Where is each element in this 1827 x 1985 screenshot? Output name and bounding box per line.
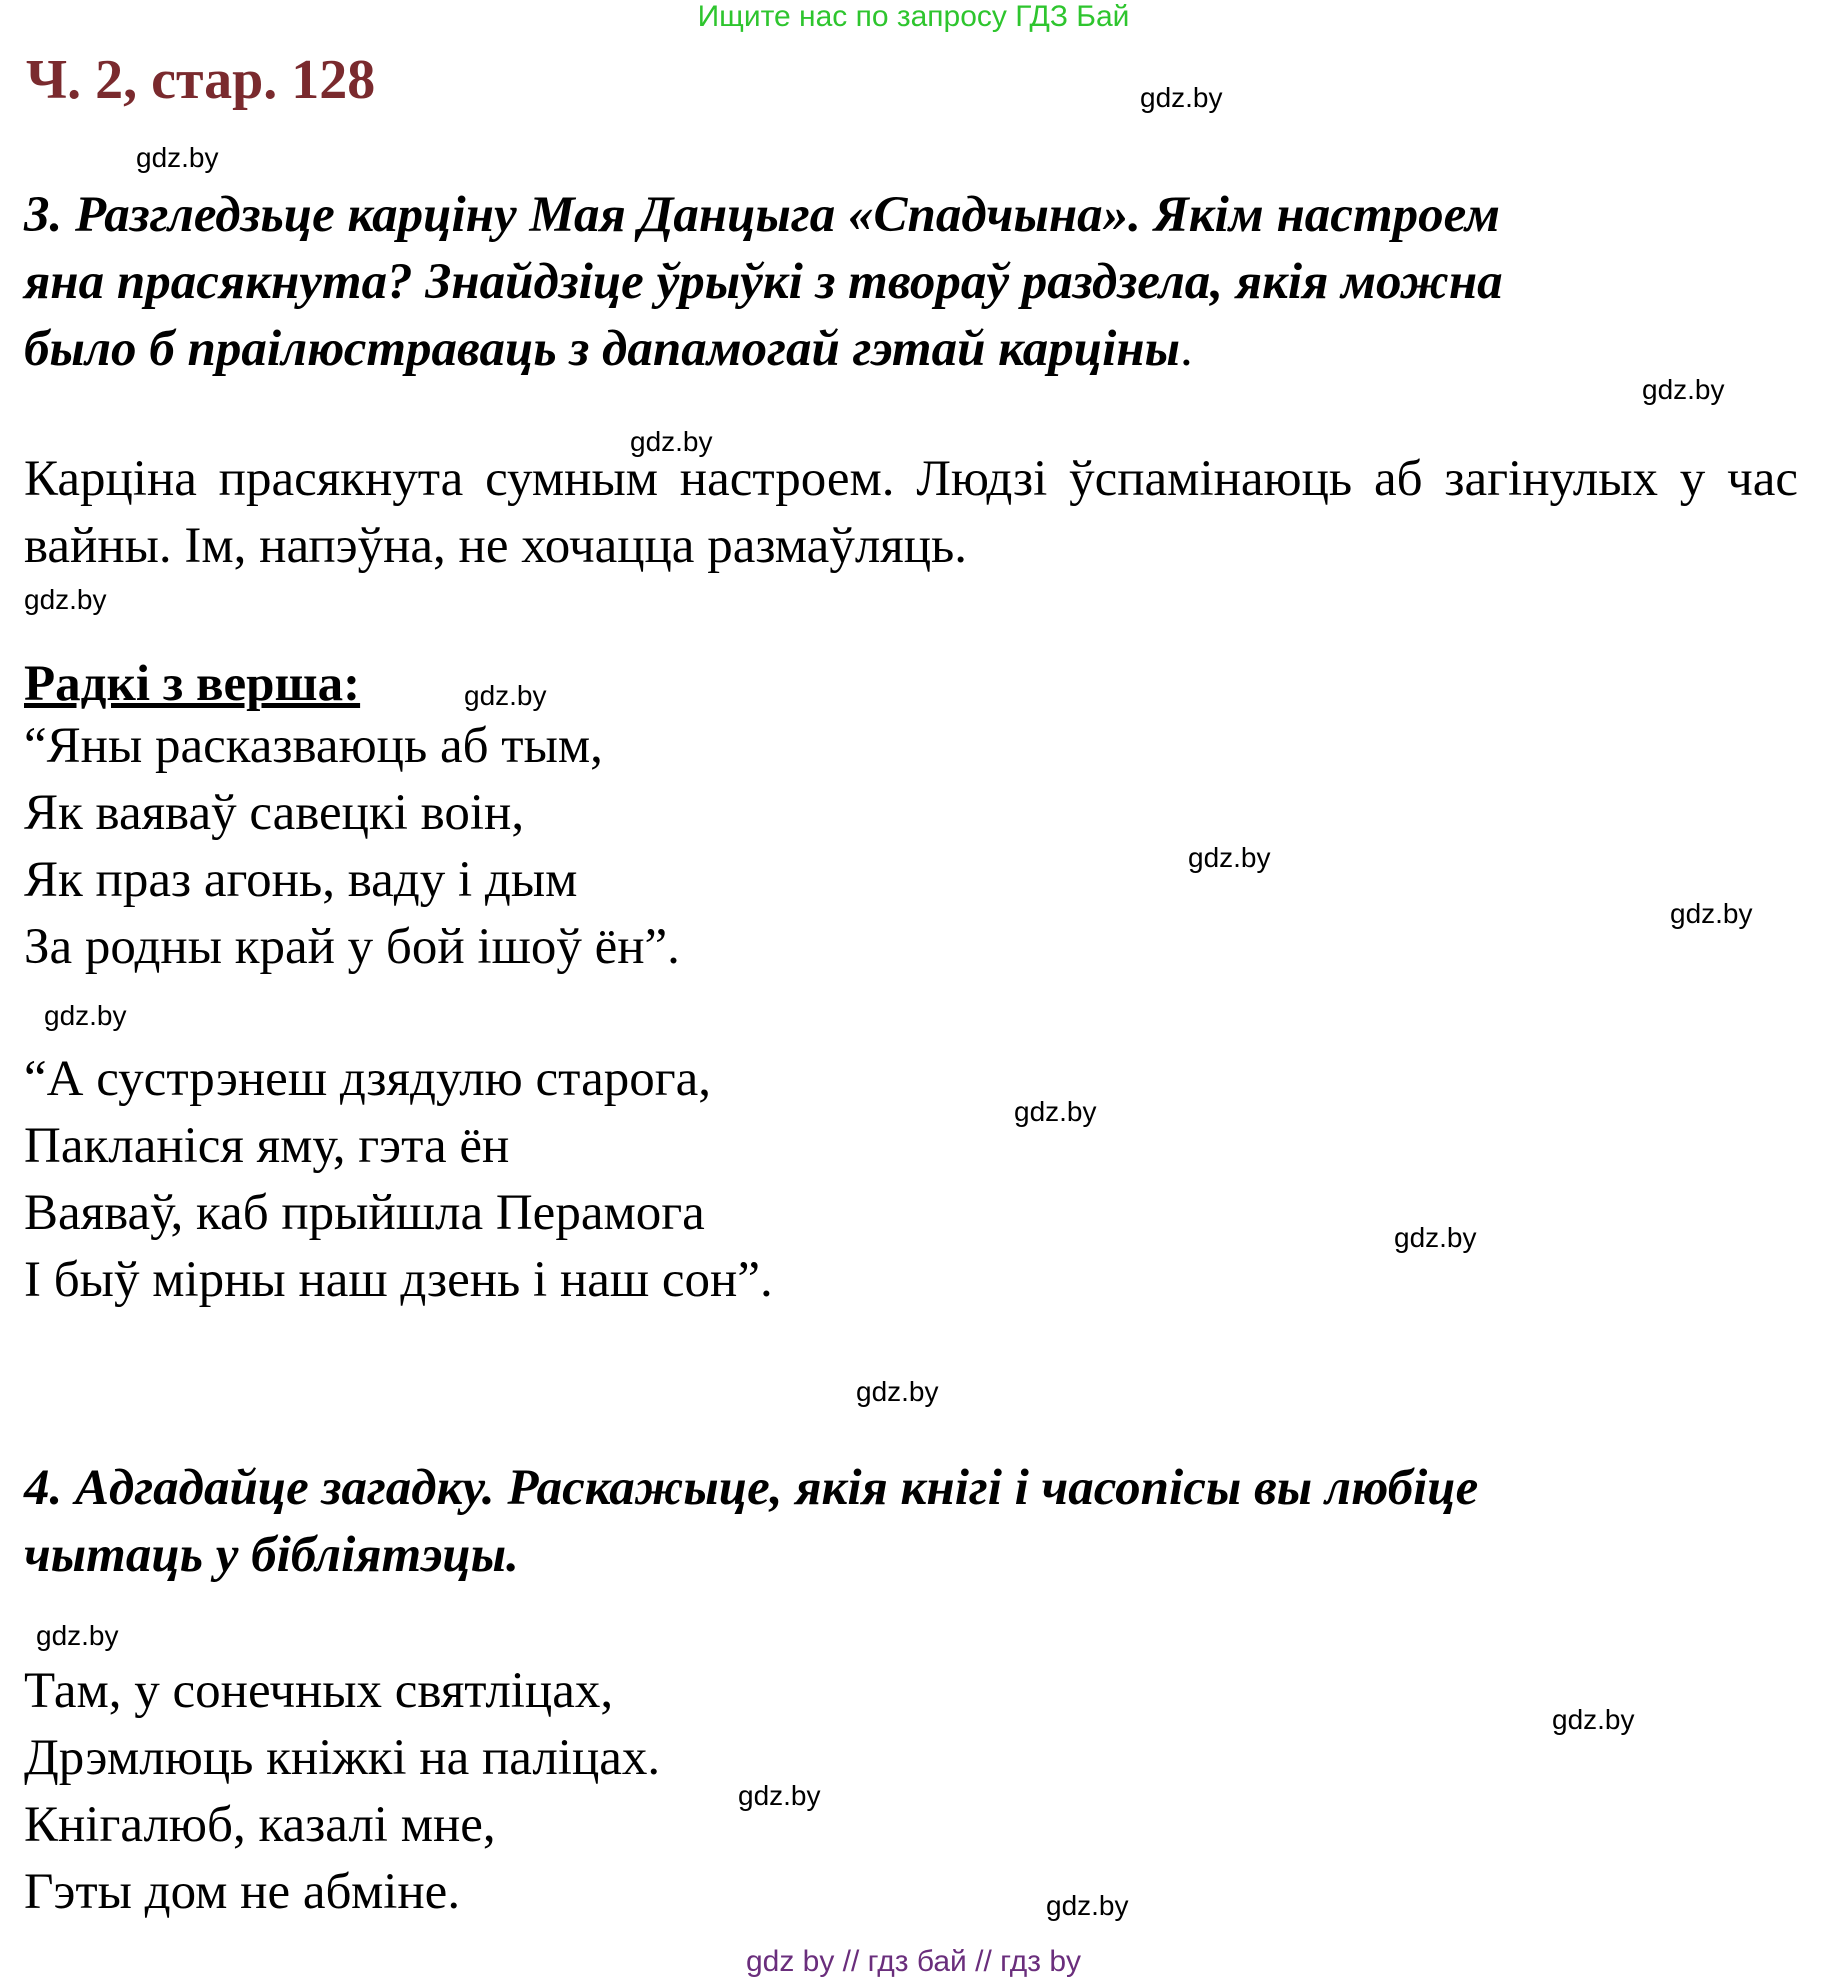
watermark: gdz.by	[464, 680, 547, 711]
task-3-line-3-period: .	[1180, 321, 1193, 377]
task-3-line-2: яна прасякнута? Знайдзіце ўрыўкі з твораў раздзела, якія можна	[24, 254, 1503, 310]
watermark: gdz.by	[856, 1376, 939, 1407]
watermark: gdz.by	[1394, 1222, 1477, 1253]
watermark: gdz.by	[136, 142, 219, 173]
answer-text: Карціна прасякнута сумным настроем. Людзі ўспамінаюць аб загінулых у час вайны. Ім, напэўна, не хочацца размаўляць.	[24, 451, 1798, 574]
task-3-answer	[24, 446, 1798, 580]
verse-line: Як ваяваў савецкі воін,	[24, 785, 525, 841]
watermark: gdz.by	[1188, 842, 1271, 873]
task-3-line-3	[24, 316, 1798, 383]
task-3-line-3-text: было б праілюстраваць з дапамогай гэтай карціны	[24, 321, 1180, 377]
verse-line: “А сустрэнеш дзядулю старога,	[24, 1051, 712, 1107]
task-4-line-1: 4. Адгадайце загадку. Раскажыце, якія кнігі і часопісы вы любіце	[24, 1460, 1479, 1516]
watermark: gdz.by	[1046, 1890, 1129, 1921]
watermark: gdz.by	[1140, 82, 1223, 113]
page-heading: Ч. 2, стар. 128	[26, 49, 376, 111]
task-3-line-1: 3. Разгледзьце карціну Мая Данцыга «Спадчына». Якім настроем	[24, 187, 1500, 243]
verse-line: І быў мірны наш дзень і наш сон”.	[24, 1252, 773, 1308]
verse-line: Як праз агонь, ваду і дым	[24, 852, 578, 908]
watermark: gdz.by	[1670, 898, 1753, 929]
verse-line: За родны край у бой ішоў ён”.	[24, 919, 680, 975]
riddle-line: Кнігалюб, казалі мне,	[24, 1797, 496, 1853]
verse-line: “Яны расказваюць аб тым,	[24, 718, 603, 774]
footer-links[interactable]: gdz by // гдз бай // гдз by	[745, 1945, 1082, 1978]
verse-stanza-2	[24, 1046, 773, 1314]
top-search-link[interactable]: Ищите нас по запросу ГДЗ Бай	[697, 0, 1130, 33]
riddle-line: Там, у сонечных святліцах,	[24, 1663, 614, 1719]
riddle-line: Гэты дом не абміне.	[24, 1864, 461, 1920]
task-4-question	[24, 1455, 1798, 1589]
watermark: gdz.by	[44, 1000, 127, 1031]
watermark: gdz.by	[24, 584, 107, 615]
riddle	[24, 1658, 660, 1926]
verse-stanza-1	[24, 713, 680, 981]
watermark: gdz.by	[1014, 1096, 1097, 1127]
riddle-line: Дрэмлюць кніжкі на паліцах.	[24, 1730, 661, 1786]
verse-line: Ваяваў, каб прыйшла Перамога	[24, 1185, 705, 1241]
watermark: gdz.by	[36, 1620, 119, 1651]
watermark: gdz.by	[738, 1780, 821, 1811]
watermark: gdz.by	[630, 426, 713, 457]
verse-line: Пакланіся яму, гэта ён	[24, 1118, 510, 1174]
task-4-line-2: чытаць у бібліятэцы.	[24, 1527, 519, 1583]
watermark: gdz.by	[1552, 1704, 1635, 1735]
watermark: gdz.by	[1642, 374, 1725, 405]
verse-heading: Радкі з верша:	[24, 656, 361, 712]
task-3-question	[24, 182, 1798, 383]
